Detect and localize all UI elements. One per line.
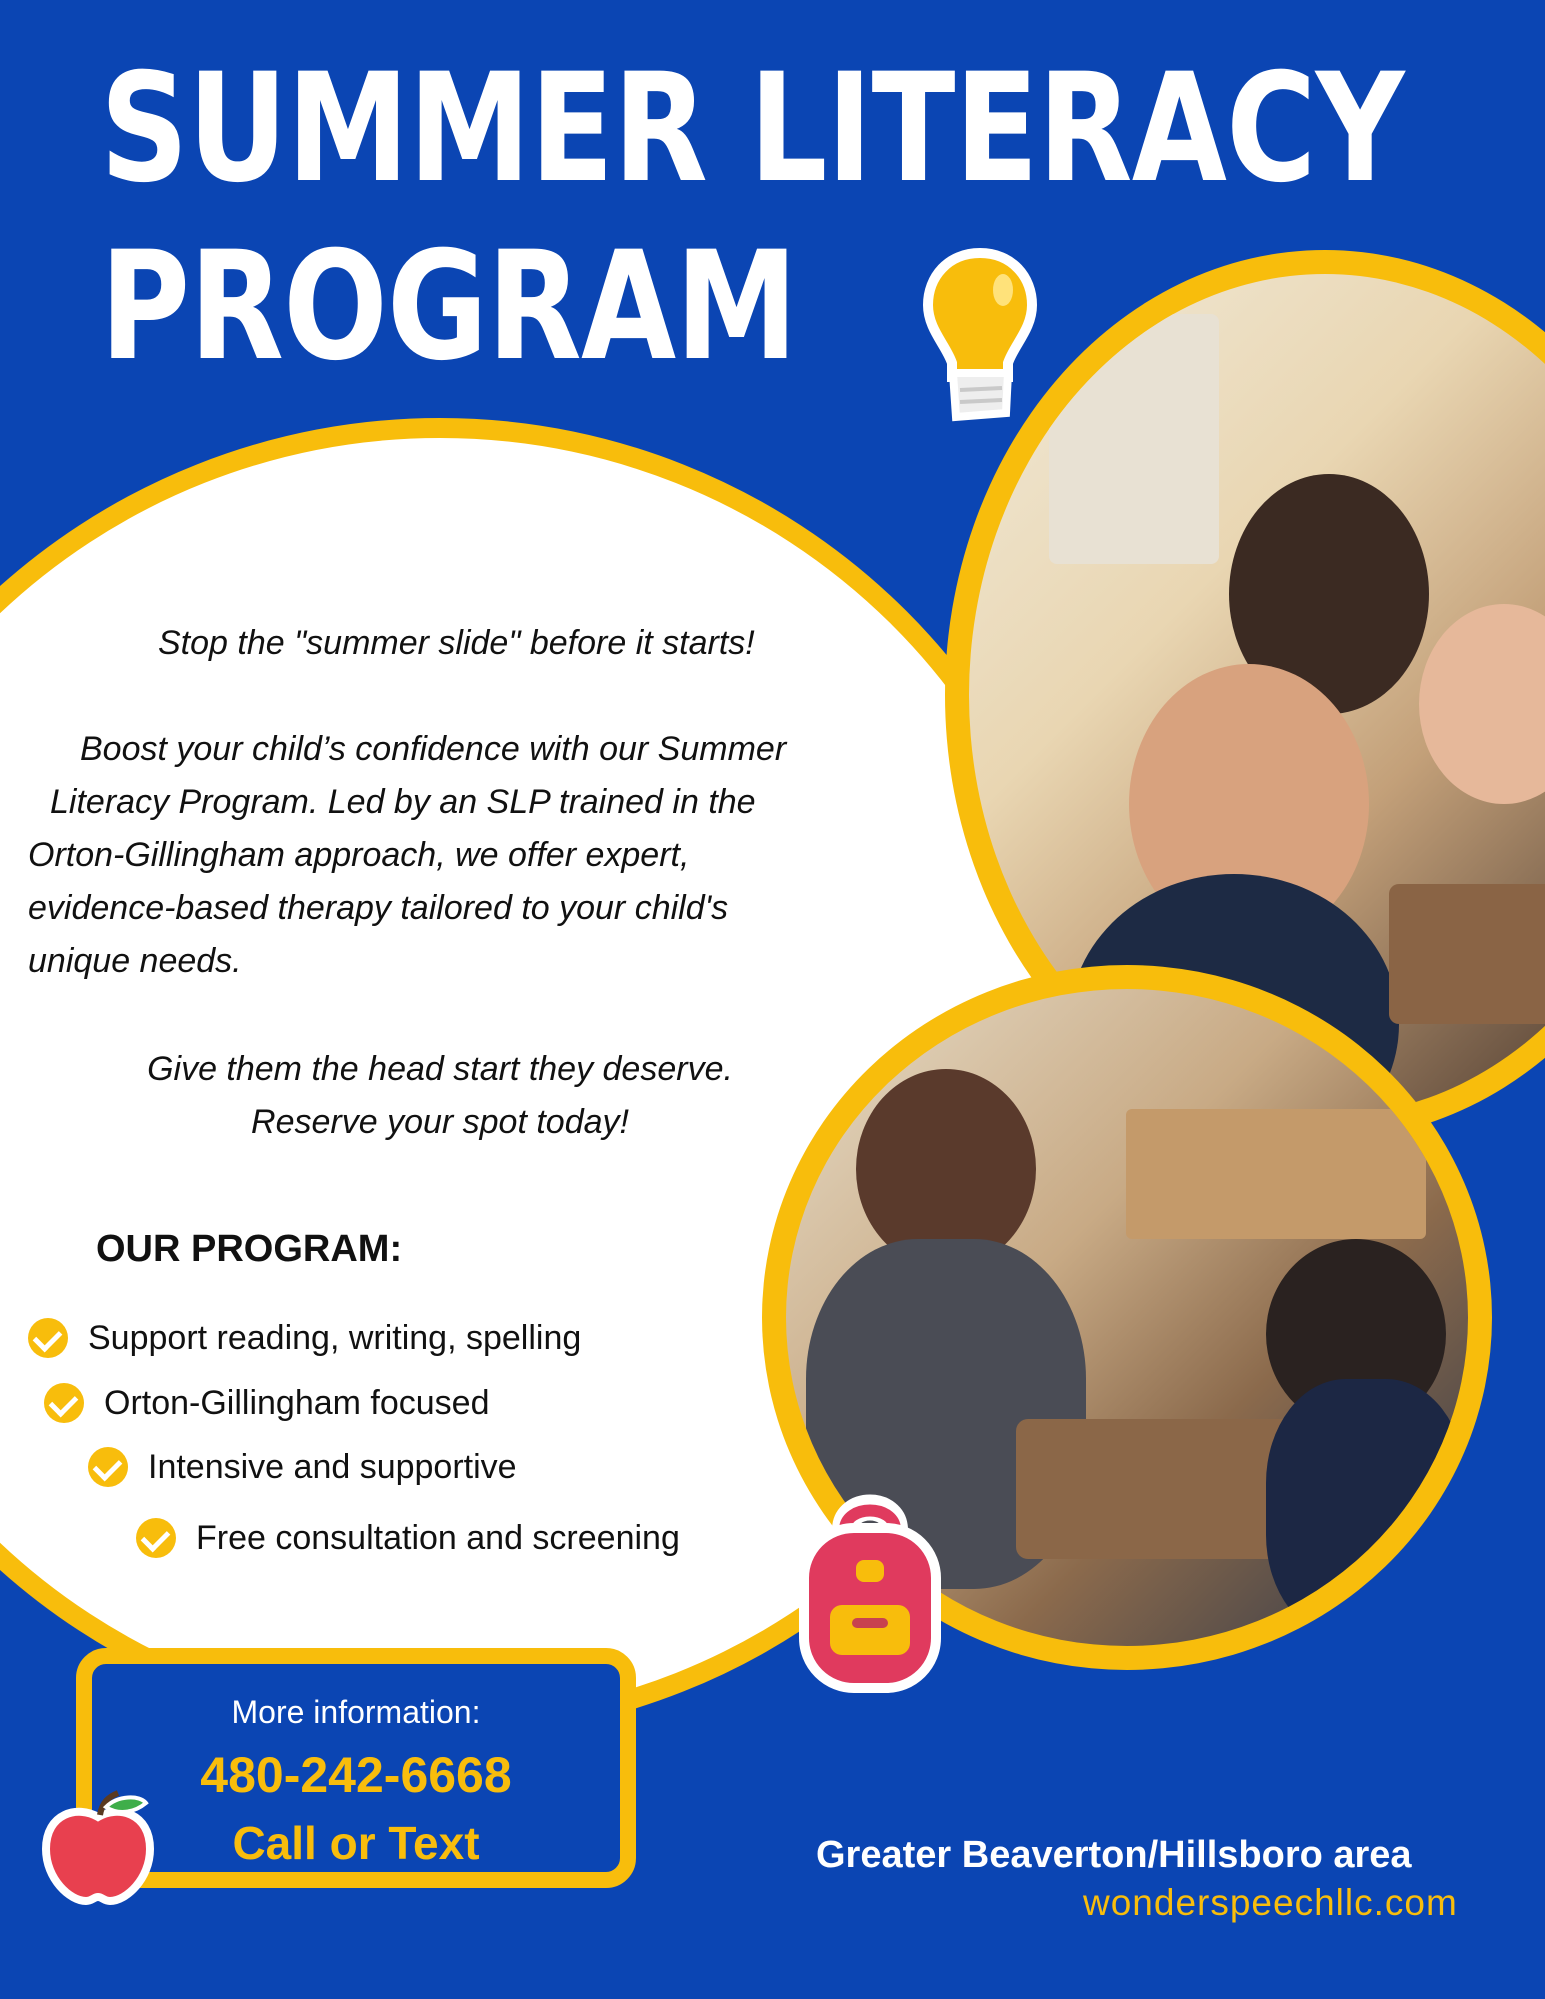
program-item — [88, 1447, 517, 1487]
description-line-2: Literacy Program. Led by an SLP trained in the — [50, 783, 756, 821]
page-title — [100, 40, 1404, 396]
check-circle-icon — [136, 1518, 176, 1558]
call-or-text-label: Call or Text — [232, 1817, 480, 1869]
program-item-label: Orton-Gillingham focused — [104, 1383, 490, 1422]
call-to-action-text — [70, 1043, 810, 1149]
website-link[interactable]: wonderspeechllc.com — [1083, 1882, 1458, 1923]
program-item-label: Free consultation and screening — [196, 1518, 680, 1557]
check-circle-icon — [28, 1318, 68, 1358]
description-line-3: Orton-Gillingham approach, we offer expert, — [28, 836, 690, 874]
backpack-icon — [790, 1490, 950, 1695]
program-heading: OUR PROGRAM: — [96, 1228, 403, 1270]
description-line-5: unique needs. — [28, 942, 242, 980]
program-item-label: Intensive and supportive — [148, 1447, 517, 1486]
check-circle-icon — [44, 1383, 84, 1423]
contact-info-box — [76, 1648, 636, 1888]
apple-icon — [38, 1787, 158, 1907]
cta-line-2: Reserve your spot today! — [251, 1103, 629, 1141]
check-circle-icon — [88, 1447, 128, 1487]
cta-line-1: Give them the head start they deserve. — [147, 1050, 733, 1088]
program-item-label: Support reading, writing, spelling — [88, 1318, 582, 1357]
lightbulb-icon — [918, 245, 1043, 425]
program-item — [44, 1383, 490, 1423]
program-item — [28, 1318, 581, 1358]
service-area: Greater Beaverton/Hillsboro area — [816, 1834, 1412, 1876]
title-line-1: SUMMER LITERACY — [100, 42, 1404, 216]
description-line-4: evidence-based therapy tailored to your child's — [28, 889, 729, 927]
contact-label: More information: — [231, 1694, 481, 1730]
program-item — [136, 1518, 680, 1558]
phone-number[interactable]: 480-242-6668 — [200, 1747, 512, 1803]
program-description — [28, 723, 958, 988]
intro-text: Stop the "summer slide" before it starts! — [158, 624, 755, 662]
description-line-1: Boost your child’s confidence with our Summer — [80, 730, 787, 768]
title-line-2: PROGRAM — [100, 220, 797, 394]
